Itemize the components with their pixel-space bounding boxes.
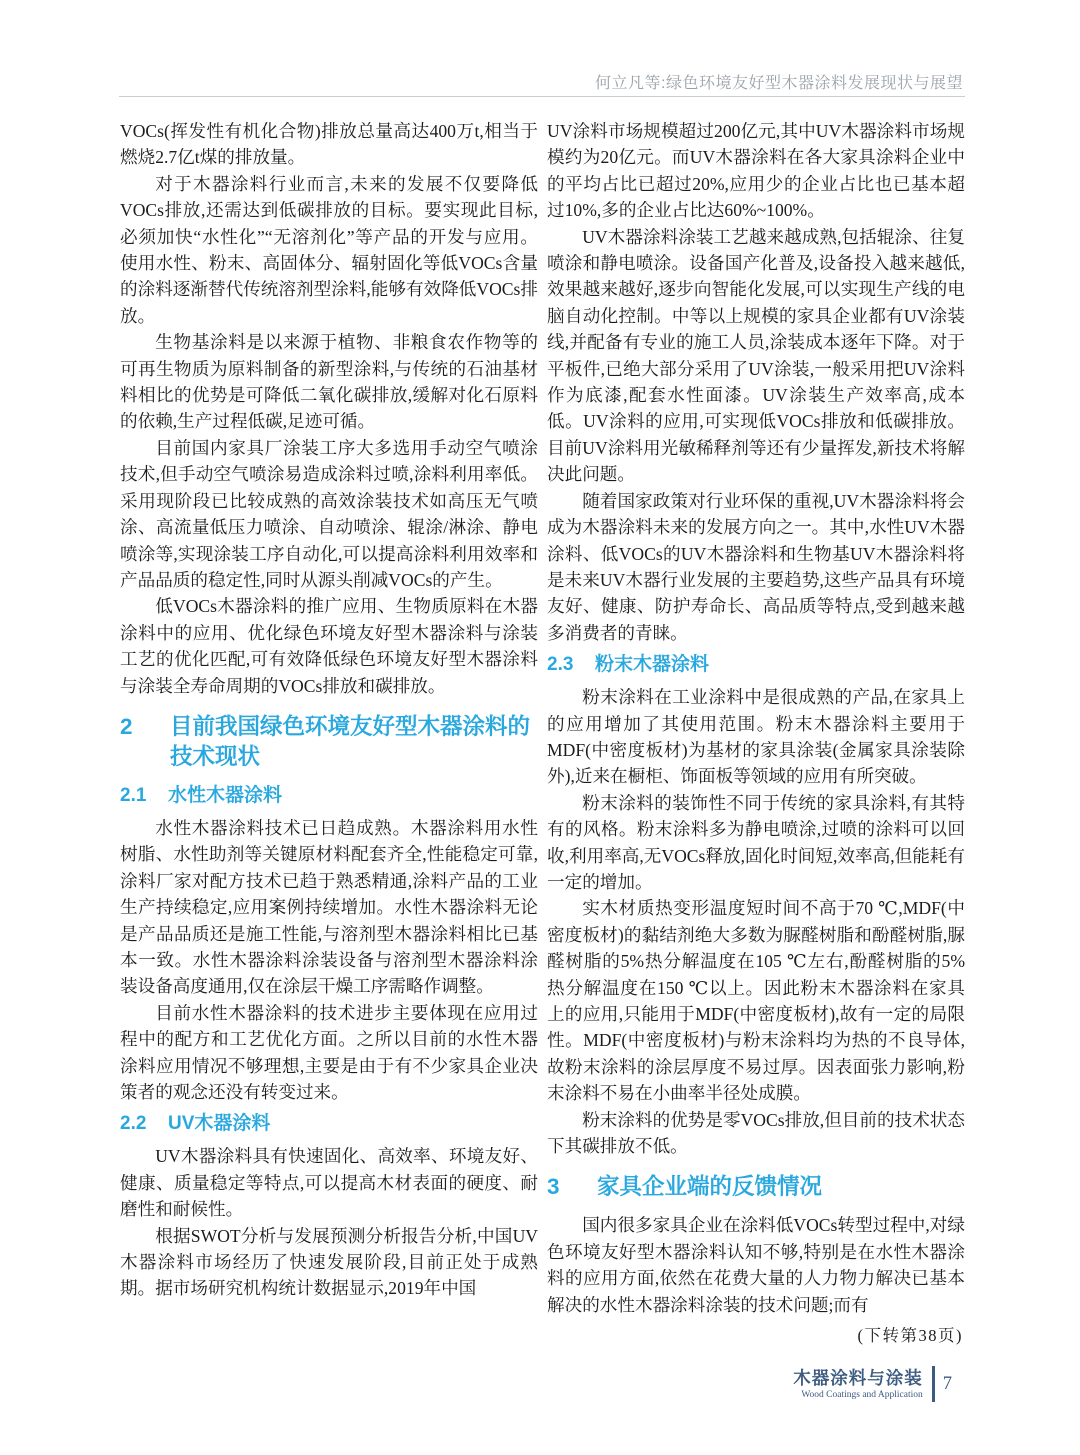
body-paragraph: 随着国家政策对行业环保的重视,UV木器涂料将会成为木器涂料未来的发展方向之一。其中,水性UV木器涂料、低VOCs的UV木器涂料和生物基UV木器涂料将是未来UV木器行业发展的主要趋势,这些产品具有环境友好、健康、防护寿命长、高品质等特点,受到越来越多消费者的青睐。 xyxy=(547,490,965,643)
section-number: 2.1 xyxy=(120,784,147,806)
page-footer xyxy=(793,1366,952,1402)
section-number: 2.3 xyxy=(547,654,574,676)
subsection-heading xyxy=(120,1110,538,1138)
header-rule xyxy=(119,96,965,97)
running-header xyxy=(595,70,963,93)
section-number: 2.2 xyxy=(120,1113,147,1135)
section-title: UV木器涂料 xyxy=(168,1113,271,1135)
body-paragraph: UV涂料市场规模超过200亿元,其中UV木器涂料市场规模约为20亿元。而UV木器涂料在各大家具涂料企业中的平均占比已超过20%,应用少的企业占比也已基本超过10%,多的企业占比达60%~100%。 xyxy=(547,121,965,221)
body-paragraph: 实木材质热变形温度短时间不高于70 ℃,MDF(中密度板材)的黏结剂绝大多数为脲醛树脂和酚醛树脂,脲醛树脂的5%热分解温度在105 ℃左右,酚醛树脂的5%热分解温度在150 ℃以上。因此粉末木器涂料在家具上的应用,只能用于MDF(中密度板材),故有一定的局限性。MDF(中密度板材)与粉末涂料均为热的不良导体,故粉末涂料的涂层厚度不易过厚。因表面张力影响,粉末涂料不易在小曲率半径处成膜。 xyxy=(547,898,965,1104)
running-title: 何立凡等:绿色环境友好型木器涂料发展现状与展望 xyxy=(595,75,963,92)
journal-title-en: Wood Coatings and Application xyxy=(801,1389,923,1400)
page-number: 7 xyxy=(942,1373,952,1394)
body-paragraph: 生物基涂料是以来源于植物、非粮食农作物等的可再生物质为原料制备的新型涂料,与传统的石油基材料相比的优势是可降低二氧化碳排放,缓解对化石原料的依赖,生产过程低碳,足迹可循。 xyxy=(120,332,538,432)
body-paragraph: 粉末涂料的优势是零VOCs排放,但目前的技术状态下其碳排放不低。 xyxy=(547,1109,965,1157)
section-title: 目前我国绿色环境友好型木器涂料的技术现状 xyxy=(170,713,531,769)
section-heading xyxy=(120,712,538,772)
body-paragraph: UV木器涂料涂装工艺越来越成熟,包括辊涂、往复喷涂和静电喷涂。设备国产化普及,设备投入越来越低,效果越来越好,逐步向智能化发展,可以实现生产线的电脑自动化控制。中等以上规模的家具企业都有UV涂装线,并配备有专业的施工人员,涂装成本逐年下降。对于平板件,已绝大部分采用了UV涂装,一般采用把UV涂料作为底漆,配套水性面漆。UV涂装生产效率高,成本低。UV涂料的应用,可实现低VOCs排放和低碳排放。目前UV涂料用光敏稀释剂等还有少量挥发,新技术将解决此问题。 xyxy=(547,226,965,485)
column-left xyxy=(120,118,538,1302)
body-paragraph: 国内很多家具企业在涂料低VOCs转型过程中,对绿色环境友好型木器涂料认知不够,特别是在水性木器涂料的应用方面,依然在花费大量的人力物力解决已基本解决的水性木器涂料涂装的技术问题;而有 xyxy=(547,1215,965,1315)
journal-title-cn: 木器涂料与涂装 xyxy=(793,1367,923,1388)
subsection-heading xyxy=(120,782,538,810)
section-heading xyxy=(547,1172,965,1202)
column-right xyxy=(547,118,965,1349)
section-number: 2 xyxy=(120,713,133,739)
body-paragraph: 低VOCs木器涂料的推广应用、生物质原料在木器涂料中的应用、优化绿色环境友好型木器涂料与涂装工艺的优化匹配,可有效降低绿色环境友好型木器涂料与涂装全寿命周期的VOCs排放和碳排放。 xyxy=(120,596,538,696)
body-paragraph: 对于木器涂料行业而言,未来的发展不仅要降低VOCs排放,还需达到低碳排放的目标。要实现此目标,必须加快“水性化”“无溶剂化”等产品的开发与应用。使用水性、粉末、高固体分、辐射固化等低VOCs含量的涂料逐渐替代传统溶剂型涂料,能够有效降低VOCs排放。 xyxy=(120,173,538,326)
subsection-heading xyxy=(547,651,965,679)
body-paragraph: 粉末涂料在工业涂料中是很成熟的产品,在家具上的应用增加了其使用范围。粉末木器涂料主要用于MDF(中密度板材)为基材的家具涂装(金属家具涂装除外),近来在橱柜、饰面板等领域的应用有所突破。 xyxy=(547,687,965,787)
body-paragraph: UV木器涂料具有快速固化、高效率、环境友好、健康、质量稳定等特点,可以提高木材表面的硬度、耐磨性和耐候性。 xyxy=(120,1146,538,1220)
section-title: 家具企业端的反馈情况 xyxy=(597,1174,823,1200)
body-paragraph: 目前国内家具厂涂装工序大多选用手动空气喷涂技术,但手动空气喷涂易造成涂料过喷,涂料利用率低。采用现阶段已比较成熟的高效涂装技术如高压无气喷涂、高流量低压力喷涂、自动喷涂、辊涂/淋涂、静电喷涂等,实现涂装工序自动化,可以提高涂料利用效率和产品品质的稳定性,同时从源头削减VOCs的产生。 xyxy=(120,437,538,590)
body-paragraph: 粉末涂料的装饰性不同于传统的家具涂料,有其特有的风格。粉末涂料多为静电喷涂,过喷的涂料可以回收,利用率高,无VOCs释放,固化时间短,效率高,但能耗有一定的增加。 xyxy=(547,792,965,892)
footer-divider xyxy=(932,1366,935,1402)
body-paragraph: 目前水性木器涂料的技术进步主要体现在应用过程中的配方和工艺优化方面。之所以目前的水性木器涂料应用情况不够理想,主要是由于有不少家具企业决策者的观念还没有转变过来。 xyxy=(120,1002,538,1102)
journal-title-block xyxy=(793,1368,923,1401)
continuation-note: (下转第38页) xyxy=(857,1326,963,1346)
body-paragraph: 根据SWOT分析与发展预测分析报告分析,中国UV木器涂料市场经历了快速发展阶段,目前正处于成熟期。据市场研究机构统计数据显示,2019年中国 xyxy=(120,1225,538,1299)
section-title: 水性木器涂料 xyxy=(168,784,283,806)
section-number: 3 xyxy=(547,1174,560,1200)
body-paragraph: VOCs(挥发性有机化合物)排放总量高达400万t,相当于燃烧2.7亿t煤的排放量。 xyxy=(120,121,538,168)
section-title: 粉末木器涂料 xyxy=(595,654,710,676)
body-paragraph: 水性木器涂料技术已日趋成熟。木器涂料用水性树脂、水性助剂等关键原材料配套齐全,性能稳定可靠,涂料厂家对配方技术已趋于熟悉精通,涂料产品的工业生产持续稳定,应用案例持续增加。水性木器涂料无论是产品品质还是施工性能,与溶剂型木器涂料相比已基本一致。水性木器涂料涂装设备与溶剂型木器涂料涂装设备高度通用,仅在涂层干燥工序需略作调整。 xyxy=(120,817,538,997)
